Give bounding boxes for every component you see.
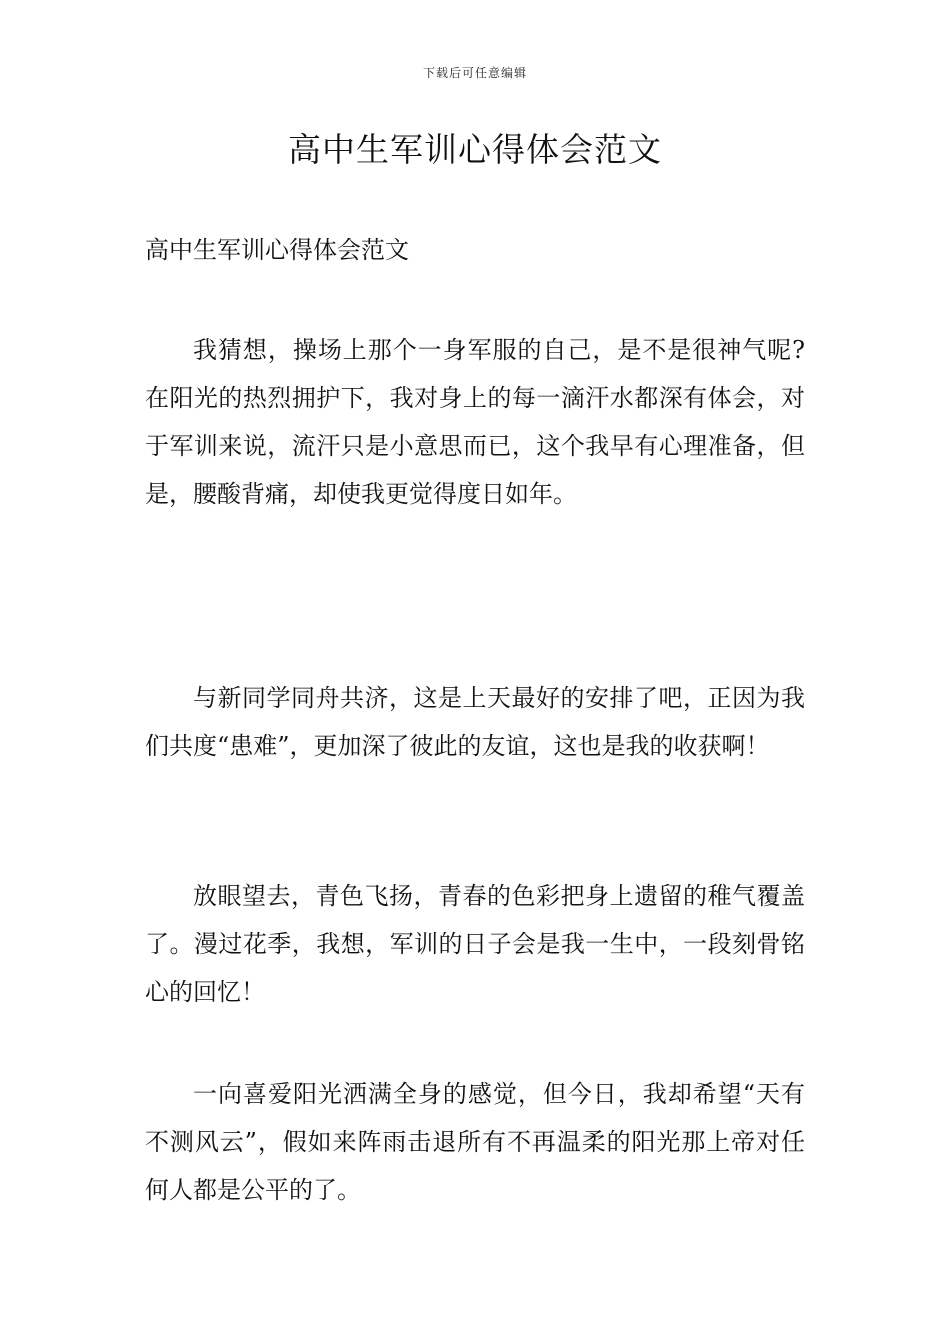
paragraph-4: 一向喜爱阳光洒满全身的感觉，但今日，我却希望“天有不测风云”，假如来阵雨击退所有不再温柔的阳光那上帝对任何人都是公平的了。 [145,1080,805,1204]
document-title: 高中生军训心得体会范文 [288,130,662,169]
document-subtitle: 高中生军训心得体会范文 [145,236,409,264]
paragraph-3: 放眼望去，青色飞扬，青春的色彩把身上遗留的稚气覆盖了。漫过花季，我想，军训的日子会是我一生中，一段刻骨铭心的回忆！ [145,882,805,1006]
header-note: 下载后可任意编辑 [422,66,527,80]
paragraph-1: 我猜想，操场上那个一身军服的自己，是不是很神气呢?在阳光的热烈拥护下，我对身上的每一滴汗水都深有体会，对于军训来说，流汗只是小意思而已，这个我早有心理准备，但是，腰酸背痛，却使我更觉得度日如年。 [145,336,805,508]
paragraph-2: 与新同学同舟共济，这是上天最好的安排了吧，正因为我们共度“患难”，更加深了彼此的友谊，这也是我的收获啊！ [145,684,805,760]
